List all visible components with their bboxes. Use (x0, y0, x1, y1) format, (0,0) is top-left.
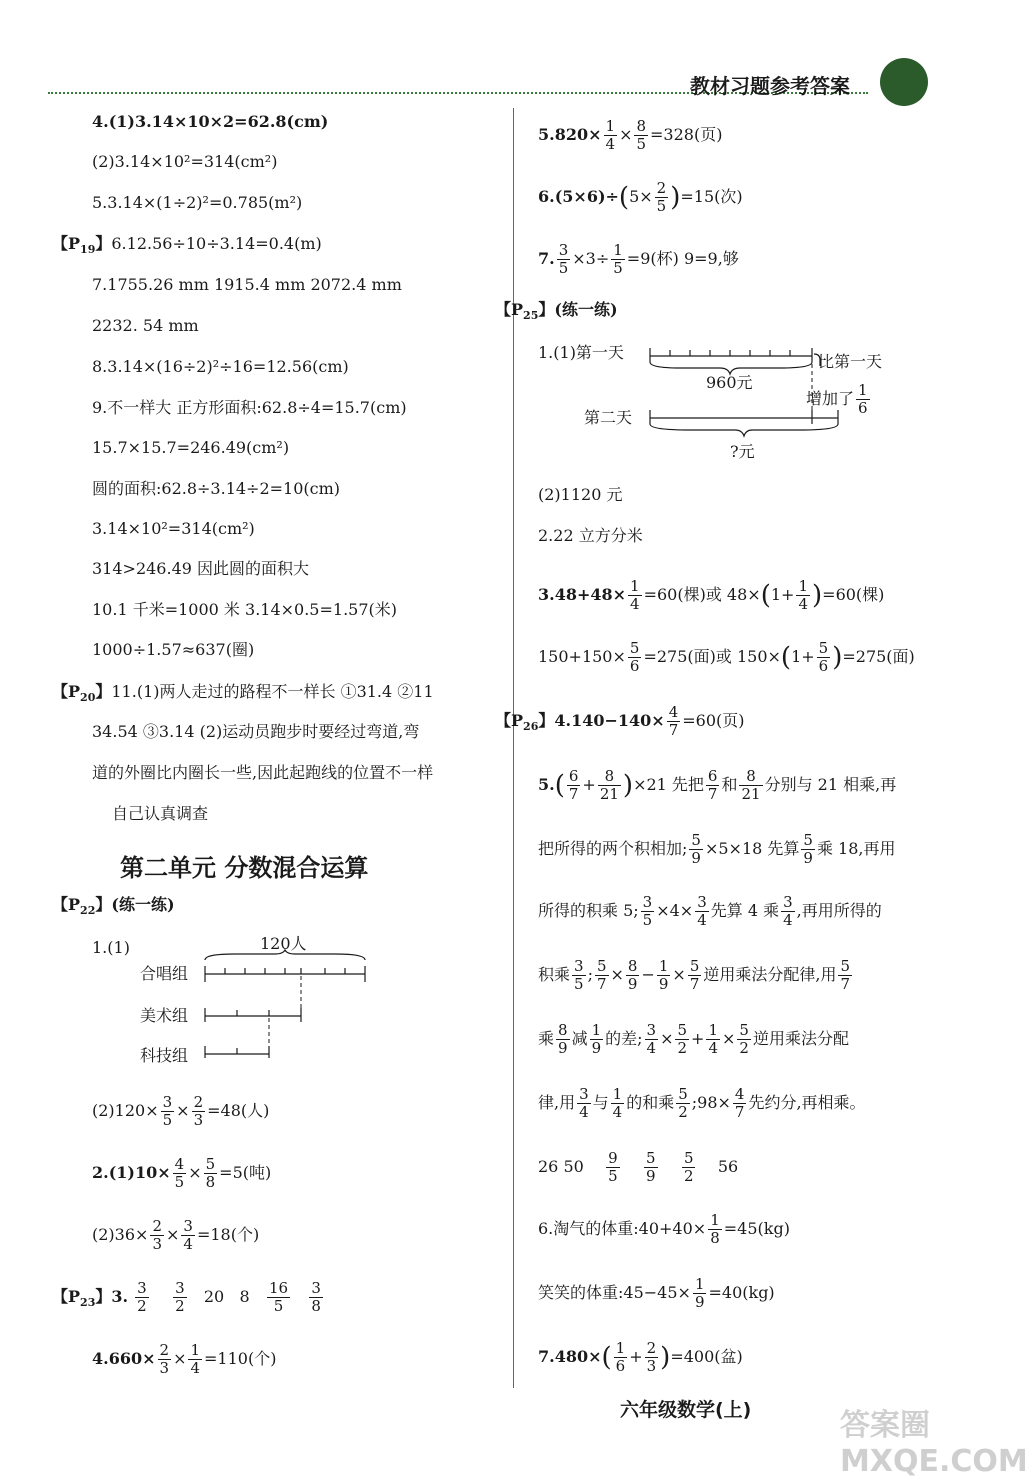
answer-line: 4.660× $\frac{2}{3}$ × $\frac{1}{4}$ =110(个) (92, 1341, 277, 1377)
answer-line: 8.3.14×(16÷2)²÷16=12.56(cm) (92, 357, 349, 376)
answer-line: 7.1755.26 mm 1915.4 mm 2072.4 mm (92, 275, 402, 294)
answer-line: 1000÷1.57≈637(圈) (92, 640, 255, 659)
answer-line: 5.( $\frac{6}{7}$ + $\frac{8}{21}$ )×21 先把 $\frac{6}{7}$ 和 $\frac{8}{21}$ 分别与 21 相乘,再 (538, 767, 897, 803)
page-ref-tag: 【$P_{25}$】 (495, 300, 555, 323)
diagram-label: 960元 (706, 373, 753, 392)
answer-line: (2)3.14×10²=314(cm²) (92, 152, 278, 171)
diagram-label: 增加了 $\frac{1}{6}$ (806, 381, 868, 417)
answer-line: 5.820× $\frac{1}{4}$ × $\frac{8}{5}$ =328(页) (538, 117, 723, 153)
book-logo-icon (880, 58, 928, 106)
page-ref-line: 【$P_{19}$】6.12.56÷10÷3.14=0.4(m) (52, 234, 322, 257)
answer-line: 314>246.49 因此圆的面积大 (92, 559, 310, 578)
answer-line: 2232. 54 mm (92, 316, 199, 335)
header-title: 教材习题参考答案 (690, 74, 850, 98)
answer-line: 34.54 ③3.14 (2)运动员跑步时要经过弯道,弯 (92, 722, 420, 741)
page-ref-tag: 【$P_{19}$】 (52, 234, 112, 257)
segment-diagram (195, 950, 375, 1060)
page-ref-line: 【$P_{23}$】3. $\frac{3}{2}$ $\frac{3}{2}$ 20 8 $\frac{16}{5}$ $\frac{3}{8}$ (52, 1279, 321, 1315)
diagram-label: ?元 (730, 442, 755, 461)
question-label: 1.(1) (92, 938, 130, 957)
page-ref-tag: 【$P_{22}$】 (52, 895, 112, 918)
answer-line: 2.(1)10× $\frac{4}{5}$ × $\frac{5}{8}$ =5(吨) (92, 1155, 272, 1191)
footer-label: 六年级数学(上) (620, 1399, 752, 1421)
answer-line: 15.7×15.7=246.49(cm²) (92, 438, 290, 457)
answer-line: 150+150× $\frac{5}{6}$ =275(面)或 150×(1+ $\frac{5}{6}$ )=275(面) (538, 639, 915, 675)
answer-line: 把所得的两个积相加; $\frac{5}{9}$ ×5×18 先算 $\frac{5}{9}$ 乘 18,再用 (538, 831, 896, 867)
diagram-label: 比第一天 (818, 352, 883, 371)
answer-line: 道的外圈比内圈长一些,因此起跑线的位置不一样 (92, 763, 434, 782)
answer-line: 圆的面积:62.8÷3.14÷2=10(cm) (92, 479, 341, 498)
answer-line: (2)120× $\frac{3}{5}$ × $\frac{2}{3}$ =48(人) (92, 1093, 270, 1129)
watermark: 答案圈 MXQE.COM (840, 1408, 1028, 1479)
page-ref-line: 【$P_{20}$】11.(1)两人走过的路程不一样长 ①31.4 ②11 (52, 682, 434, 705)
diagram-label: 科技组 (140, 1046, 189, 1065)
diagram-label: 第二天 (584, 408, 633, 427)
segment-diagram (640, 340, 860, 450)
answer-line: 7. $\frac{3}{5}$ ×3÷ $\frac{1}{5}$ =9(杯) 9=9,够 (538, 241, 739, 277)
answer-line: 3.14×10²=314(cm²) (92, 519, 255, 538)
answer-line: 4.(1)3.14×10×2=62.8(cm) (92, 112, 329, 131)
answer-line: 26 50 $\frac{9}{5}$ $\frac{5}{9}$ $\frac{5}{2}$ 56 (538, 1149, 739, 1185)
unit-title: 第二单元 分数混合运算 (120, 854, 369, 882)
page-ref-tag: 【$P_{20}$】 (52, 682, 112, 705)
answer-line: 6.淘气的体重:40+40× $\frac{1}{8}$ =45(kg) (538, 1211, 790, 1247)
answer-line: 律,用 $\frac{3}{4}$ 与 $\frac{1}{4}$ 的和乘 $\frac{5}{2}$ ;98× $\frac{4}{7}$ 先约分,再相乘。 (538, 1085, 866, 1121)
answer-line: 10.1 千米=1000 米 3.14×0.5=1.57(米) (92, 600, 398, 619)
page-ref-tag: 【$P_{26}$】 (495, 711, 555, 734)
diagram-label: 美术组 (140, 1006, 189, 1025)
diagram-total-label: 120人 (260, 934, 307, 953)
answer-line: 自己认真调查 (112, 804, 209, 823)
answer-line: 笑笑的体重:45−45× $\frac{1}{9}$ =40(kg) (538, 1275, 775, 1311)
diagram-label: 合唱组 (140, 964, 189, 983)
page-ref-line: 【$P_{22}$】(练一练) (52, 895, 175, 918)
answer-line: 6.(5×6)÷(5× $\frac{2}{5}$ )=15(次) (538, 179, 743, 215)
answer-line: 积乘 $\frac{3}{5}$ ; $\frac{5}{7}$ × $\frac{8}{9}$ − $\frac{1}{9}$ × $\frac{5}{7}$ 逆用乘法分配律,用 $\frac{5}{7}$ (538, 957, 850, 993)
answer-line: 7.480×( $\frac{1}{6}$ + $\frac{2}{3}$ )=400(盆) (538, 1339, 743, 1375)
answer-line: 9.不一样大 正方形面积:62.8÷4=15.7(cm) (92, 398, 407, 417)
page-ref-line: 【$P_{25}$】(练一练) (495, 300, 618, 323)
answer-line: 3.48+48× $\frac{1}{4}$ =60(棵)或 48×(1+ $\frac{1}{4}$ )=60(棵) (538, 577, 885, 613)
answer-line: 乘 $\frac{8}{9}$ 减 $\frac{1}{9}$ 的差; $\frac{3}{4}$ × $\frac{5}{2}$ + $\frac{1}{4}$ × $\frac{5}{2}$ 逆用乘法分配 (538, 1021, 849, 1057)
answer-line: 所得的积乘 5; $\frac{3}{5}$ ×4× $\frac{3}{4}$ 先算 4 乘 $\frac{3}{4}$ ,再用所得的 (538, 893, 882, 929)
page-ref-line: 【$P_{26}$】4.140−140× $\frac{4}{7}$ =60(页) (495, 703, 745, 739)
question-label: 1.(1)第一天 (538, 343, 624, 362)
answer-line: (2)1120 元 (538, 485, 623, 504)
page-ref-tag: 【$P_{23}$】 (52, 1287, 112, 1310)
answer-line: (2)36× $\frac{2}{3}$ × $\frac{3}{4}$ =18(个) (92, 1217, 260, 1253)
answer-line: 5.3.14×(1÷2)²=0.785(m²) (92, 193, 303, 212)
answer-line: 2.22 立方分米 (538, 526, 643, 545)
